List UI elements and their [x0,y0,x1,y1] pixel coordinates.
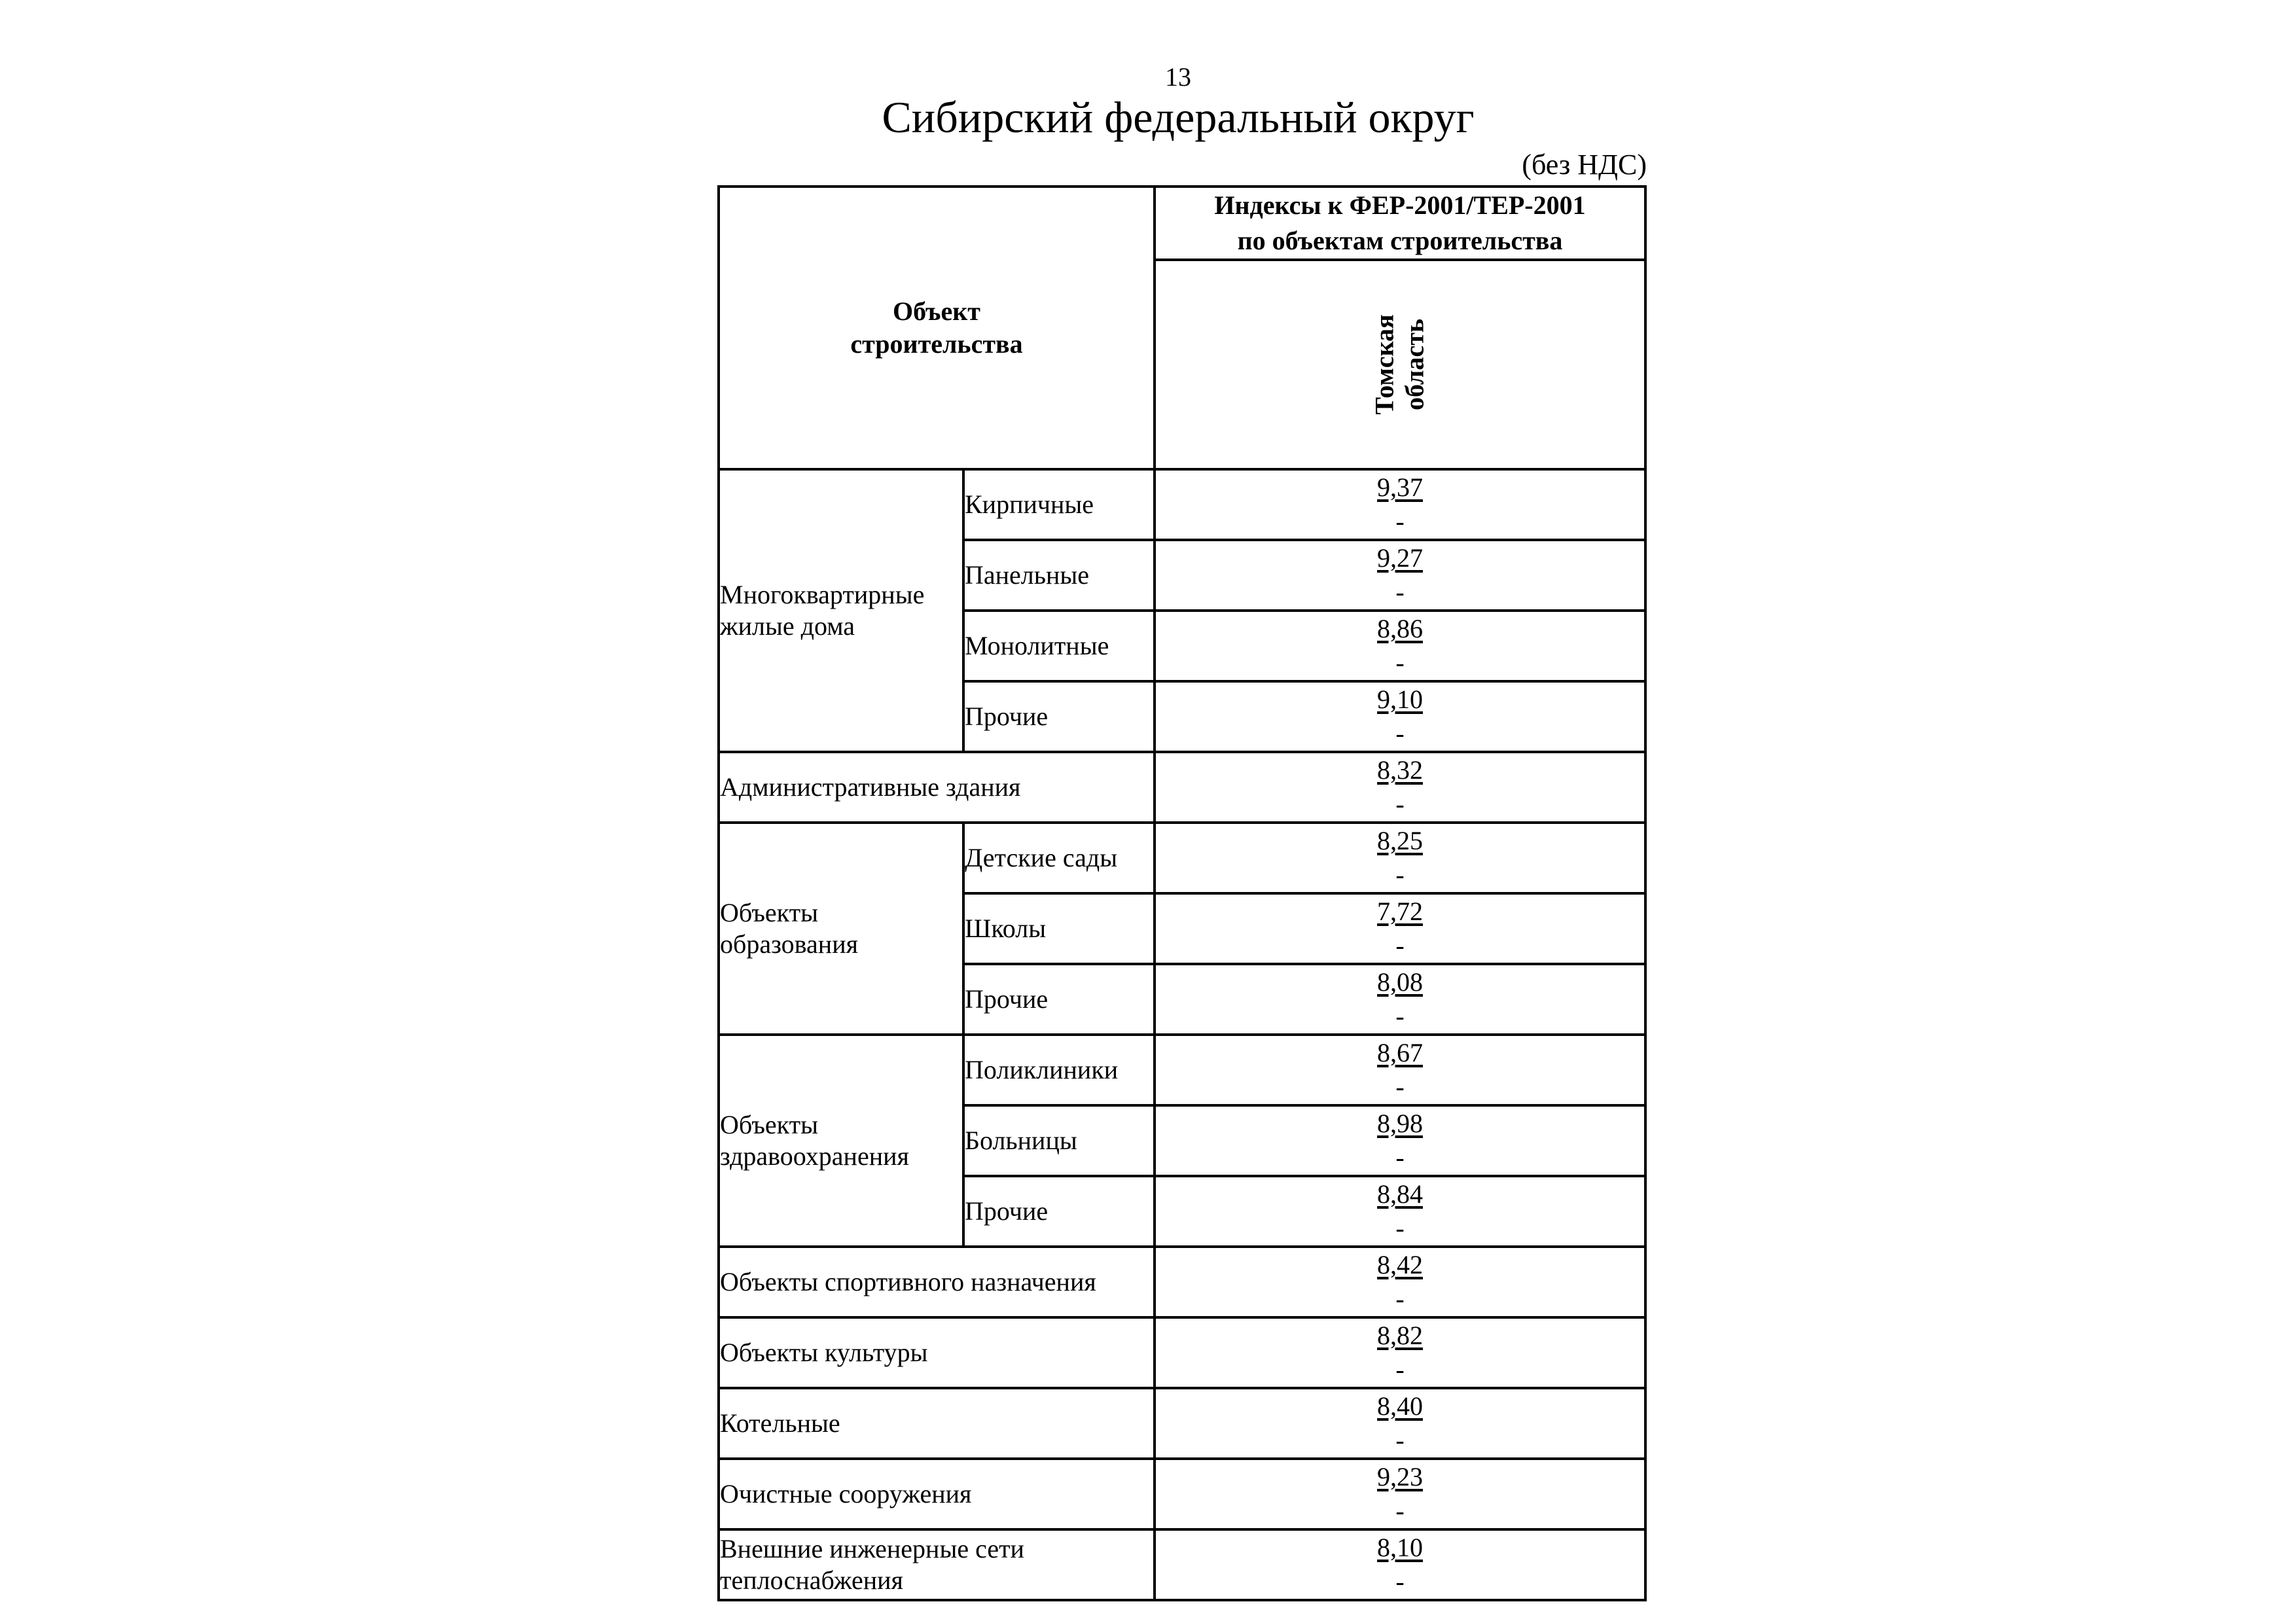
group-label: Многоквартирные жилые дома [719,469,963,752]
row-label: Кирпичные [963,469,1155,540]
row-label: Детские сады [963,823,1155,893]
index-second-value: - [1395,860,1405,889]
row-label: Административные здания [719,752,1155,823]
row-label: Очистные сооружения [719,1459,1155,1529]
table-row [719,1035,1645,1105]
index-value: 8,82 [1377,1321,1423,1350]
table-row [719,1388,1645,1459]
row-label-text: Внешние инженерные сети теплоснабжения [720,1534,1024,1595]
table-row [719,752,1645,823]
table-row [719,469,1645,540]
index-value: 8,67 [1377,1038,1423,1067]
index-cell [1155,469,1645,540]
index-value: 8,40 [1377,1391,1423,1421]
index-second-value: - [1395,1355,1405,1384]
region-line-1: Томская [1369,314,1399,415]
index-value: 8,08 [1377,967,1423,997]
index-table [717,185,1647,1601]
table-row [719,1529,1645,1600]
index-second-value: - [1395,719,1405,748]
index-value: 8,25 [1377,826,1423,855]
index-second-value: - [1395,931,1405,960]
index-cell [1155,1105,1645,1176]
index-second-value: - [1395,1425,1405,1455]
index-cell [1155,1388,1645,1459]
page-title: Сибирский федеральный округ [882,92,1475,142]
index-value: 8,10 [1377,1533,1423,1562]
table-row [719,1459,1645,1529]
index-value: 8,84 [1377,1179,1423,1209]
index-header-line-1: Индексы к ФЕР-2001/ТЕР-2001 [1214,190,1586,220]
row-label: Школы [963,893,1155,964]
index-cell [1155,1529,1645,1600]
index-second-value: - [1395,507,1405,536]
index-second-value: - [1395,1143,1405,1172]
object-column-header [719,187,1155,469]
row-label: Прочие [963,964,1155,1035]
index-cell [1155,823,1645,893]
table-row [719,823,1645,893]
row-label: Монолитные [963,611,1155,681]
index-cell [1155,1035,1645,1105]
index-second-value: - [1395,1001,1405,1031]
row-label: Прочие [963,681,1155,752]
index-header-line-2: по объектам строительства [1237,226,1563,255]
index-cell [1155,1176,1645,1247]
index-value: 8,32 [1377,755,1423,785]
index-value: 9,23 [1377,1462,1423,1491]
index-cell [1155,752,1645,823]
region-header-text [1370,314,1430,414]
index-second-value: - [1395,1213,1405,1243]
group-label: Объекты здравоохранения [719,1035,963,1247]
index-value: 9,27 [1377,543,1423,573]
index-cell [1155,964,1645,1035]
row-label: Поликлиники [963,1035,1155,1105]
index-cell [1155,681,1645,752]
index-cell [1155,1247,1645,1317]
index-cell [1155,540,1645,611]
index-value: 8,86 [1377,614,1423,643]
index-cell [1155,1459,1645,1529]
row-label: Прочие [963,1176,1155,1247]
region-column-header [1155,260,1645,469]
index-second-value: - [1395,648,1405,677]
index-value: 8,42 [1377,1250,1423,1279]
index-value: 7,72 [1377,897,1423,926]
row-label: Больницы [963,1105,1155,1176]
index-value: 9,37 [1377,473,1423,502]
table-header-row [719,187,1645,260]
index-second-value: - [1395,1496,1405,1525]
index-cell [1155,893,1645,964]
page-number: 13 [1165,62,1191,92]
index-second-value: - [1395,1072,1405,1101]
row-label: Котельные [719,1388,1155,1459]
index-value: 8,98 [1377,1109,1423,1138]
vat-note: (без НДС) [1522,149,1647,181]
row-label: Панельные [963,540,1155,611]
index-second-value: - [1395,577,1405,607]
region-line-2: область [1399,319,1429,411]
index-value: 9,10 [1377,685,1423,714]
index-second-value: - [1395,789,1405,819]
index-second-value: - [1395,1284,1405,1313]
table-row [719,1317,1645,1388]
row-label: Объекты культуры [719,1317,1155,1388]
index-column-header [1155,187,1645,260]
row-label: Объекты спортивного назначения [719,1247,1155,1317]
row-label [719,1529,1155,1600]
object-header-text: Объект строительства [850,296,1023,359]
group-label: Объекты образования [719,823,963,1035]
index-cell [1155,611,1645,681]
table-row [719,1247,1645,1317]
index-cell [1155,1317,1645,1388]
index-second-value: - [1395,1567,1405,1596]
